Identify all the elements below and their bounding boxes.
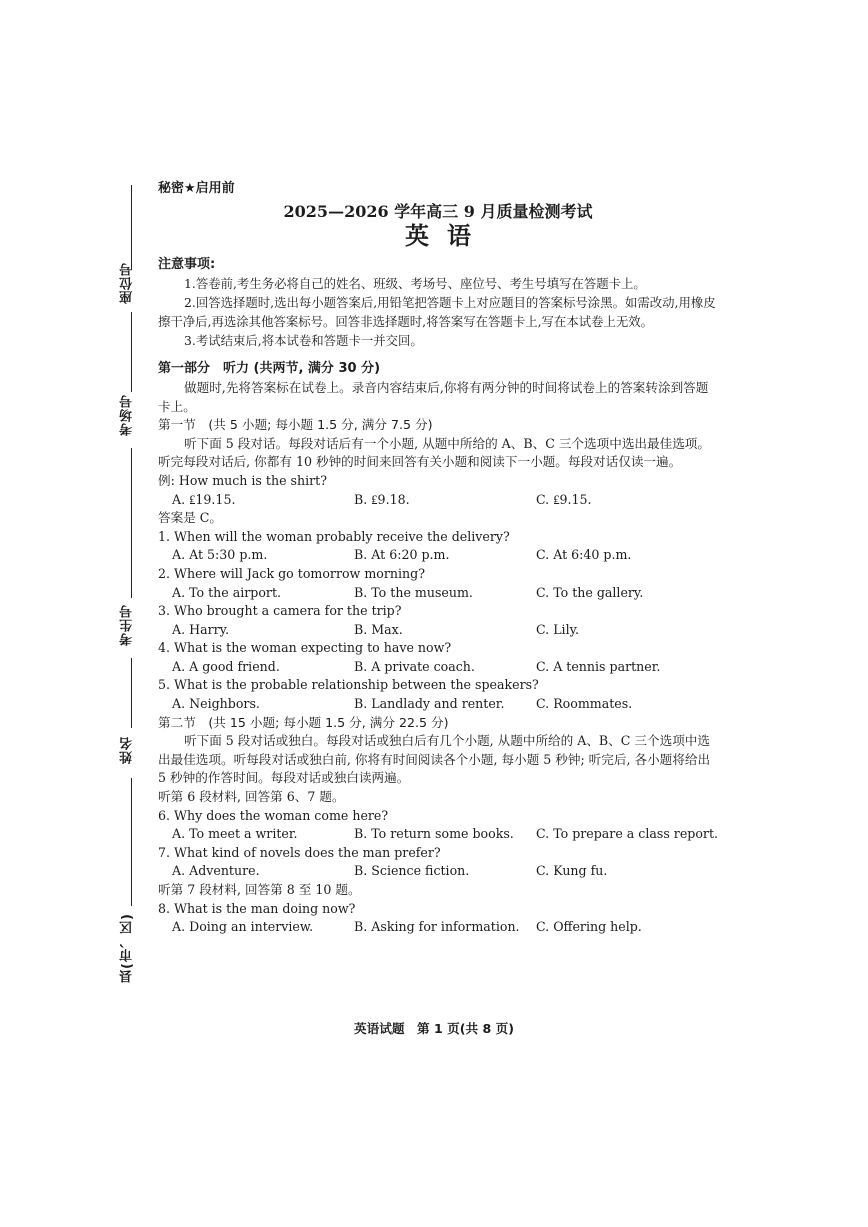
material-instruction: 听第 7 段材料, 回答第 8 至 10 题。 xyxy=(158,882,361,897)
page-footer: 英语试题 第 1 页(共 8 页) xyxy=(354,1021,514,1036)
question: 1. When will the woman probably receive the delivery? xyxy=(158,528,510,544)
option-c: C. To prepare a class report. xyxy=(536,826,719,842)
option-c: C. A tennis partner. xyxy=(536,658,661,674)
question: 2. Where will Jack go tomorrow morning? xyxy=(158,565,425,581)
part-intro: 做题时,先将答案标在试卷上。录音内容结束后,你将有两分钟的时间将试卷上的答案转涂到答题卡上。 xyxy=(158,379,709,414)
option-b: B. At 6:20 p.m. xyxy=(354,547,450,563)
option-c: C. To the gallery. xyxy=(536,584,644,600)
option-b: B. Max. xyxy=(354,621,403,637)
question-options xyxy=(158,695,718,714)
option-a: A. At 5:30 p.m. xyxy=(172,547,268,563)
option-b: B. A private coach. xyxy=(354,658,475,674)
section2-intro: 听下面 5 段对话或独白。每段对话或独白后有几个小题, 从题中所给的 A、B、C 三个选项中选出最佳选项。听每段对话或独白前, 你将有时间阅读各个小题, 每小题 5 秒钟; 听完后, 各小题将给出 5 秒钟的作答时间。每段对话或独白读两遍。 xyxy=(158,733,711,786)
question-options xyxy=(158,658,718,677)
option-a: A. To meet a writer. xyxy=(172,826,298,842)
question: 8. What is the man doing now? xyxy=(158,900,356,916)
question-options xyxy=(158,584,718,603)
margin-rule xyxy=(131,312,132,392)
question: 6. Why does the woman come here? xyxy=(158,807,389,823)
section1-heading: 第一节 (共 5 小题; 每小题 1.5 分, 满分 7.5 分) xyxy=(158,417,433,433)
margin-rule xyxy=(131,448,132,598)
section1-intro: 听下面 5 段对话。每段对话后有一个小题, 从题中所给的 A、B、C 三个选项中选出最佳选项。听完每段对话后, 你都有 10 秒钟的时间来回答有关小题和阅读下一小题。每段对话仅读一遍。 xyxy=(158,435,710,470)
question-options xyxy=(158,621,718,640)
exam-page xyxy=(158,180,718,937)
example-answer: 答案是 C。 xyxy=(158,510,223,526)
option-a: A. To the airport. xyxy=(172,584,282,600)
option-b: B. To the museum. xyxy=(354,584,473,600)
question: 3. Who brought a camera for the trip? xyxy=(158,603,402,619)
option-c: C. Roommates. xyxy=(536,696,633,712)
name-label: 姓名 xyxy=(120,736,135,764)
example-options xyxy=(158,491,718,510)
option-c: C. At 6:40 p.m. xyxy=(536,547,632,563)
material-instruction: 听第 6 段材料, 回答第 6、7 题。 xyxy=(158,789,345,805)
question-options xyxy=(158,546,718,565)
option-a: A. Adventure. xyxy=(172,863,260,879)
binding-margin xyxy=(0,0,150,1227)
question-options xyxy=(158,825,718,844)
notes-heading: 注意事项: xyxy=(158,256,216,272)
note-item: 1.答卷前,考生务必将自己的姓名、班级、考场号、座位号、考生号填写在答题卡上。 xyxy=(184,276,646,292)
margin-rule xyxy=(131,658,132,728)
note-item: 3.考试结束后,将本试卷和答题卡一并交回。 xyxy=(184,333,423,349)
seat-number-label: 座位号 xyxy=(120,262,135,304)
example-question: 例: How much is the shirt? xyxy=(158,472,327,488)
option-c: C. Kung fu. xyxy=(536,863,608,879)
option-a: A. A good friend. xyxy=(172,658,280,674)
question: 7. What kind of novels does the man prefer? xyxy=(158,844,441,860)
candidate-number-label: 考生号 xyxy=(120,604,135,646)
option-a: A. ₤19.15. xyxy=(172,491,236,507)
option-c: C. Offering help. xyxy=(536,919,642,935)
confidential-mark: 秘密★启用前 xyxy=(158,181,235,196)
option-b: B. To return some books. xyxy=(354,826,514,842)
question-options xyxy=(158,862,718,881)
option-b: B. Asking for information. xyxy=(354,919,520,935)
county-label: 县(市、区) xyxy=(120,913,135,983)
option-a: A. Doing an interview. xyxy=(172,919,314,935)
question-options xyxy=(158,918,718,937)
option-b: B. Science fiction. xyxy=(354,863,470,879)
option-c: C. ₤9.15. xyxy=(536,491,592,507)
question: 4. What is the woman expecting to have now? xyxy=(158,640,452,656)
option-c: C. Lily. xyxy=(536,621,580,637)
option-a: A. Neighbors. xyxy=(172,696,260,712)
section2-heading: 第二节 (共 15 小题; 每小题 1.5 分, 满分 22.5 分) xyxy=(158,714,449,730)
option-a: A. Harry. xyxy=(172,621,230,637)
option-b: B. ₤9.18. xyxy=(354,491,410,507)
exam-title: 2025—2026 学年高三 9 月质量检测考试 xyxy=(283,201,593,221)
note-item: 2.回答选择题时,选出每小题答案后,用铅笔把答题卡上对应题目的答案标号涂黑。如需改动,用橡皮擦干净后,再选涂其他答案标号。回答非选择题时,将答案写在答题卡上,写在本试卷上无效。 xyxy=(158,295,716,330)
margin-rule xyxy=(131,778,132,906)
part-heading: 第一部分 听力 (共两节, 满分 30 分) xyxy=(158,361,381,377)
subject-title: 英语 xyxy=(405,222,489,251)
exam-room-label: 考场号 xyxy=(120,394,135,436)
question: 5. What is the probable relationship between the speakers? xyxy=(158,677,539,693)
option-b: B. Landlady and renter. xyxy=(354,696,505,712)
